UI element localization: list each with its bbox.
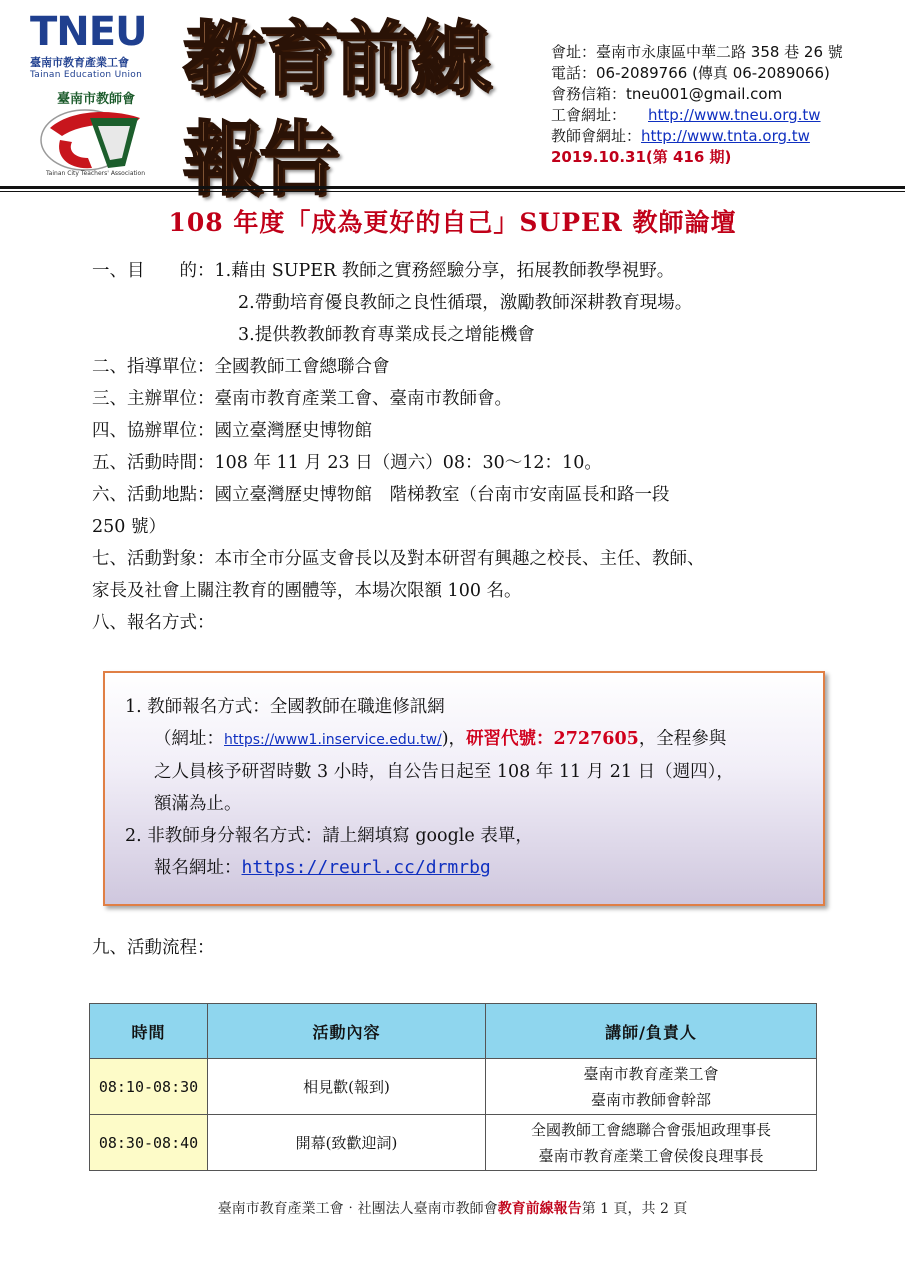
logo-tn: TN <box>30 9 89 55</box>
row-person-line-2: 臺南市教育產業工會侯俊良理事長 <box>538 1146 764 1165</box>
registration-item-1: 1. 教師報名方式：全國教師在職進修訊網 <box>125 697 445 717</box>
row-person <box>486 1115 817 1171</box>
google-form-link[interactable]: https://reurl.cc/drmrbg <box>241 857 491 878</box>
table-row <box>90 1059 817 1115</box>
schedule-table <box>89 1003 817 1171</box>
header-divider <box>0 186 905 189</box>
phone: 電話：06-2089766 (傳真 06-2089066) <box>551 64 830 82</box>
masthead-text: 教育前線報告 <box>183 13 487 206</box>
form-link-label: 報名網址： <box>154 858 242 878</box>
teacher-website-link[interactable]: http://www.tnta.org.tw <box>641 127 810 145</box>
event-place-1: 六、活動地點：國立臺灣歷史博物館 階梯教室（台南市安南區長和路一段 <box>92 485 670 505</box>
address: 會址：臺南市永康區中華二路 358 巷 26 號 <box>551 43 843 61</box>
teacher-website-label: 教師會網址： <box>551 127 642 145</box>
teacher-website <box>551 126 896 147</box>
teacher-association-name-en: Tainan City Teachers' Association <box>46 170 145 177</box>
registration-item-1-limit: 額滿為止。 <box>154 794 242 814</box>
teacher-association-name-cn: 臺南市教師會 <box>57 92 136 107</box>
header-person: 講師/負責人 <box>486 1004 817 1059</box>
schedule-header-row <box>90 1004 817 1059</box>
event-audience-1: 七、活動對象：本市全市分區支會長以及對本研習有興趣之校長、主任、教師、 <box>92 549 705 569</box>
inservice-link[interactable]: https://www1.inservice.edu.tw/ <box>224 732 442 748</box>
union-name-en: Tainan Education Union <box>30 70 143 80</box>
union-name-cn: 臺南市教育產業工會 <box>30 56 129 69</box>
table-row <box>90 1115 817 1171</box>
row-content: 相見歡(報到) <box>208 1059 486 1115</box>
course-code: 研習代號：2727605 <box>466 729 639 749</box>
header-content: 活動內容 <box>208 1004 486 1059</box>
row-content: 開幕(致歡迎詞) <box>208 1115 486 1171</box>
footer-publication: 教育前線報告 <box>497 1201 582 1217</box>
footer-organizations: 臺南市教育產業工會‧社團法人臺南市教師會 <box>217 1201 498 1217</box>
row-time: 08:30-08:40 <box>90 1115 208 1171</box>
organizer: 三、主辦單位：臺南市教育產業工會、臺南市教師會。 <box>92 389 512 409</box>
purpose-3: 3.提供教教師教育專業成長之增能機會 <box>238 325 535 345</box>
registration-item-1-hours: 之人員核予研習時數 3 小時，自公告日起至 108 年 11 月 21 日（週四）， <box>154 762 734 782</box>
purpose-2: 2.帶動培育優良教師之良性循環，激勵教師深耕教育現場。 <box>238 293 693 313</box>
registration-box <box>103 671 825 906</box>
tneu-logo-text <box>30 9 165 55</box>
url-prefix: （網址： <box>154 729 224 749</box>
course-code-suffix: ，全程參與 <box>638 729 727 749</box>
event-audience-2: 家長及社會上關注教育的團體等，本場次限額 100 名。 <box>92 581 522 601</box>
guidance-unit: 二、指導單位：全國教師工會總聯合會 <box>92 357 390 377</box>
event-time: 五、活動時間：108 年 11 月 23 日（週六）08：30～12：10。 <box>92 453 602 473</box>
row-time: 08:10-08:30 <box>90 1059 208 1115</box>
url-suffix: )， <box>441 729 467 749</box>
union-website-link[interactable]: http://www.tneu.org.tw <box>648 106 821 124</box>
page-title: 108 年度「成為更好的自己」SUPER 教師論壇 <box>168 208 737 237</box>
page-footer <box>0 1198 905 1218</box>
co-organizer: 四、協辦單位：國立臺灣歷史博物館 <box>92 421 372 441</box>
union-website <box>551 105 896 126</box>
tneu-logo <box>30 9 165 80</box>
masthead-title <box>183 13 543 206</box>
row-person <box>486 1059 817 1115</box>
registration-content <box>125 691 815 884</box>
union-website-label: 工會網址： <box>551 106 627 124</box>
header-divider-thin <box>0 191 905 192</box>
registration-item-2: 2. 非教師身分報名方式：請上網填寫 google 表單， <box>125 826 533 846</box>
issue-number: 2019.10.31(第 416 期) <box>551 148 732 166</box>
registration-item-2-url-line <box>125 852 815 884</box>
purpose-1: 一、目 的：1.藉由 SUPER 教師之實務經驗分享，拓展教師教學視野。 <box>92 261 675 281</box>
footer-page-number: 第 1 頁，共 2 頁 <box>581 1201 688 1217</box>
event-place-2: 250 號） <box>92 517 166 537</box>
row-person-line-2: 臺南市教師會幹部 <box>590 1090 711 1109</box>
event-details <box>92 255 832 639</box>
logo-eu: EU <box>88 9 147 55</box>
contact-info <box>551 42 896 168</box>
header-time: 時間 <box>90 1004 208 1059</box>
registration-item-1-url-line <box>125 723 815 756</box>
row-person-line-1: 全國教師工會總聯合會張旭政理事長 <box>530 1120 771 1139</box>
row-person-line-1: 臺南市教育產業工會 <box>583 1064 719 1083</box>
email: 會務信箱：tneu001@gmail.com <box>551 85 783 103</box>
registration-heading: 八、報名方式： <box>92 613 215 633</box>
flow-heading: 九、活動流程： <box>92 938 215 958</box>
